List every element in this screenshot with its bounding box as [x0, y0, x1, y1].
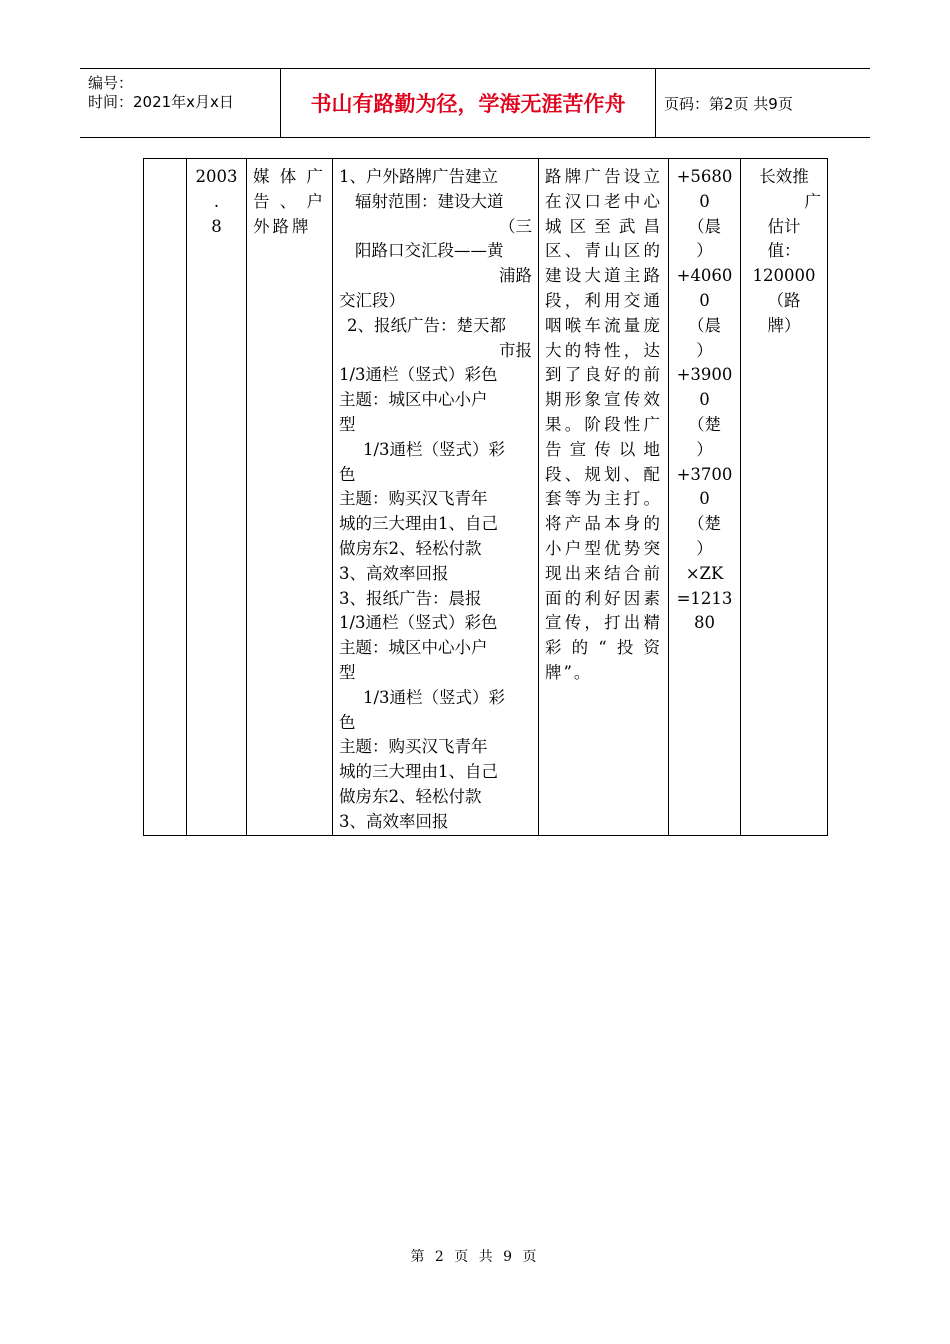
- content-line: 主题：城区中心小户: [339, 638, 488, 658]
- cost-line: （晨: [688, 315, 721, 335]
- content-line: 色: [339, 464, 356, 484]
- effect-line: 120000: [752, 266, 816, 286]
- header-motto: 书山有路勤为径，学海无涯苦作舟: [310, 92, 626, 116]
- cost-line: +3700: [676, 464, 733, 484]
- effect-cell: [741, 159, 828, 836]
- content-line: 城的三大理由1、自己: [339, 762, 498, 782]
- cost-line: ）: [696, 340, 713, 360]
- content-line: 浦路: [499, 266, 532, 286]
- header-meta: [80, 69, 280, 137]
- doc-date-label: 时间：2021年x月x日: [88, 93, 234, 111]
- content-line: 型: [339, 662, 356, 682]
- cost-line: 0: [699, 191, 710, 211]
- content-line: 1/3通栏（竖式）彩: [363, 687, 506, 707]
- content-line: 主题：城区中心小户: [339, 390, 488, 410]
- effect-line: 广: [804, 191, 821, 211]
- content-line: 3、高效率回报: [339, 811, 449, 831]
- cost-line: 0: [699, 290, 710, 310]
- cost-line: +4060: [676, 266, 733, 286]
- table-row: [144, 159, 828, 836]
- cost-line: ）: [696, 538, 713, 558]
- effect-line: 估计: [767, 216, 801, 236]
- cost-line: +5680: [676, 167, 733, 186]
- effect-line: （路: [767, 290, 801, 310]
- effect-line: 长效推: [759, 167, 809, 186]
- content-line: 色: [339, 712, 356, 732]
- content-line: 1、户外路牌广告建立: [339, 167, 498, 186]
- content-cell: [333, 159, 539, 836]
- effect-line: 值：: [767, 241, 801, 261]
- content-line: （三: [499, 216, 532, 236]
- content-line: 型: [339, 414, 356, 434]
- content-line: 主题：购买汉飞青年: [339, 489, 488, 509]
- cost-line: ×ZK: [685, 563, 724, 583]
- cost-cell: [669, 159, 741, 836]
- cost-line: （楚: [688, 414, 721, 434]
- content-line: 阳路口交汇段——黄: [355, 241, 504, 261]
- content-line: 辐射范围：建设大道: [355, 191, 504, 211]
- description-cell: 路牌广告设立在汉口老中心城区至武昌区、青山区的建设大道主路段，利用交通咽喉车流量庞大的特性，达到了良好的前期形象宣传效果。阶段性广告宣传以地段、规划、配套等为主打。将产品本身的小户型优势突现出来结合前面的利好因素宣传，打出精彩的“投资牌”。: [539, 159, 669, 836]
- page-header: [80, 68, 870, 138]
- cost-line: ）: [696, 439, 713, 459]
- cost-line: +3900: [676, 365, 733, 385]
- content-line: 做房东2、轻松付款: [339, 538, 482, 558]
- content-line: 1/3通栏（竖式）彩色: [339, 365, 498, 385]
- content-line: 3、报纸广告：晨报: [339, 588, 482, 608]
- header-divider: [655, 69, 656, 137]
- doc-number-label: 编号：: [88, 74, 134, 92]
- date-line: 2003: [195, 167, 238, 186]
- cost-line: 0: [699, 489, 710, 509]
- date-line: .: [213, 191, 220, 211]
- cost-line: 0: [699, 390, 710, 410]
- date-line: 8: [211, 216, 222, 236]
- content-line: 做房东2、轻松付款: [339, 786, 482, 806]
- content-line: 市报: [499, 340, 532, 360]
- page-footer: 第 2 页 共 9 页: [410, 1249, 540, 1265]
- content-line: 3、高效率回报: [339, 563, 449, 583]
- content-line: 交汇段）: [339, 290, 405, 310]
- content-line: 1/3通栏（竖式）彩色: [339, 613, 498, 633]
- content-line: 城的三大理由1、自己: [339, 514, 498, 534]
- cost-line: （楚: [688, 514, 721, 534]
- content-line: 主题：购买汉飞青年: [339, 737, 488, 757]
- header-page-label: 页码：第2页 共9页: [664, 95, 793, 113]
- effect-line: 牌）: [767, 315, 801, 335]
- date-cell: [187, 159, 247, 836]
- cost-line: （晨: [688, 216, 721, 236]
- ad-plan-table: [143, 158, 828, 836]
- media-type-cell: 媒体广告、户外路牌: [247, 159, 333, 836]
- cost-line: =1213: [676, 588, 733, 608]
- index-cell: [144, 159, 187, 836]
- content-line: 2、报纸广告：楚天都: [347, 315, 506, 335]
- cost-line: ）: [696, 241, 713, 261]
- cost-line: 80: [694, 613, 715, 633]
- content-line: 1/3通栏（竖式）彩: [363, 439, 506, 459]
